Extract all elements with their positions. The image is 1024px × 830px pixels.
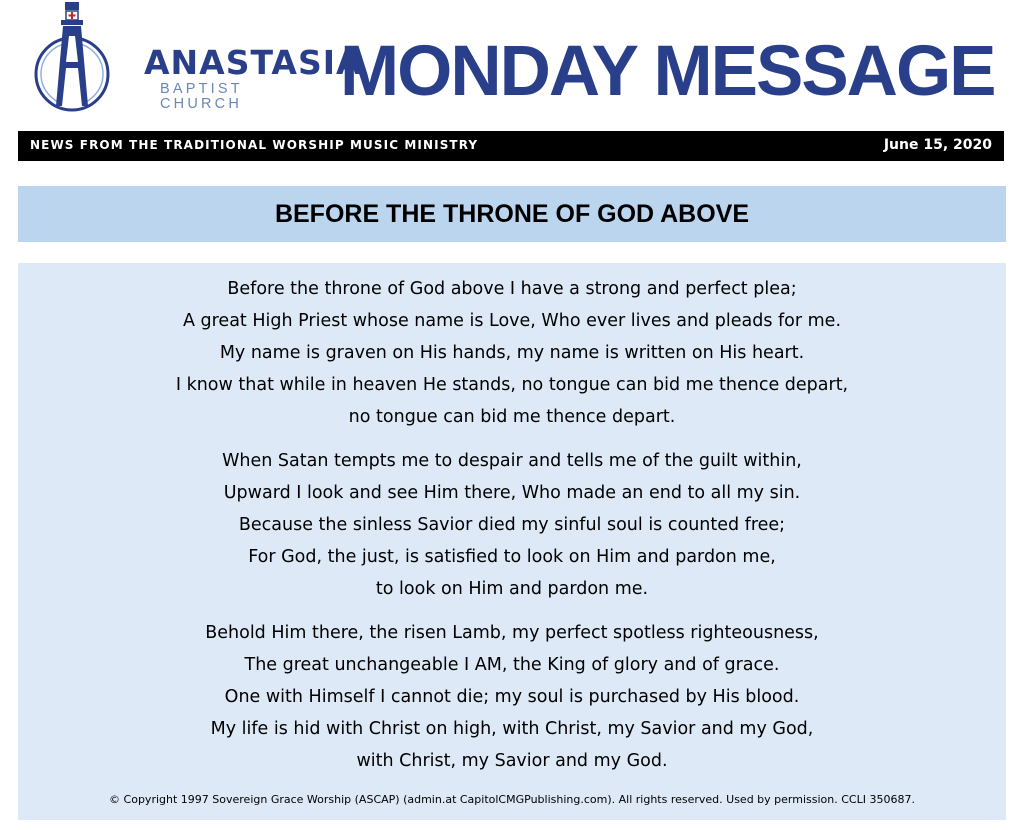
lyric-line: no tongue can bid me thence depart. — [348, 407, 676, 427]
lyric-line: A great High Priest whose name is Love, Who ever lives and pleads for me. — [182, 311, 842, 331]
lyric-line: Because the sinless Savior died my sinful soul is counted free; — [238, 515, 786, 535]
church-subtitle: BAPTIST CHURCH — [160, 81, 243, 112]
lyric-line: My life is hid with Christ on high, with Christ, my Savior and my God, — [210, 719, 814, 739]
lighthouse-icon — [32, 2, 132, 114]
hymn-title-box — [18, 186, 1006, 242]
lyric-line: Upward I look and see Him there, Who made an end to all my sin. — [223, 483, 801, 503]
copyright-notice: © Copyright 1997 Sovereign Grace Worship (ASCAP) (admin.at CapitolCMGPublishing.com). All rights reserved. Used by permission. CCLI 350687. — [109, 793, 915, 806]
ministry-tagline: NEWS FROM THE TRADITIONAL WORSHIP MUSIC MINISTRY — [30, 138, 479, 152]
lyric-line: For God, the just, is satisfied to look on Him and pardon me, — [248, 547, 776, 567]
lyric-line: My name is graven on His hands, my name is written on His heart. — [219, 343, 805, 363]
hymn-title: BEFORE THE THRONE OF GOD ABOVE — [274, 199, 750, 228]
lyric-line: Behold Him there, the risen Lamb, my perfect spotless righteousness, — [205, 623, 819, 643]
lyric-line: When Satan tempts me to despair and tells me of the guilt within, — [222, 451, 802, 471]
masthead-title: MONDAY MESSAGE — [340, 32, 995, 111]
church-name: ANASTASIA — [144, 43, 363, 82]
lyric-line: with Christ, my Savior and my God. — [356, 751, 668, 771]
lyric-line: One with Himself I cannot die; my soul is purchased by His blood. — [224, 687, 800, 707]
issue-date: June 15, 2020 — [883, 137, 992, 153]
lyric-line: I know that while in heaven He stands, no tongue can bid me thence depart, — [175, 375, 849, 395]
header-bar — [18, 131, 1004, 161]
stanza-1 — [18, 273, 1006, 433]
lyric-line: to look on Him and pardon me. — [375, 579, 649, 599]
lyric-line: The great unchangeable I AM, the King of glory and of grace. — [244, 655, 780, 675]
hymn-lyrics-box — [18, 263, 1006, 820]
church-logo — [32, 2, 363, 114]
lyric-line: Before the throne of God above I have a strong and perfect plea; — [227, 279, 797, 299]
stanza-3 — [18, 617, 1006, 777]
stanza-2 — [18, 445, 1006, 605]
